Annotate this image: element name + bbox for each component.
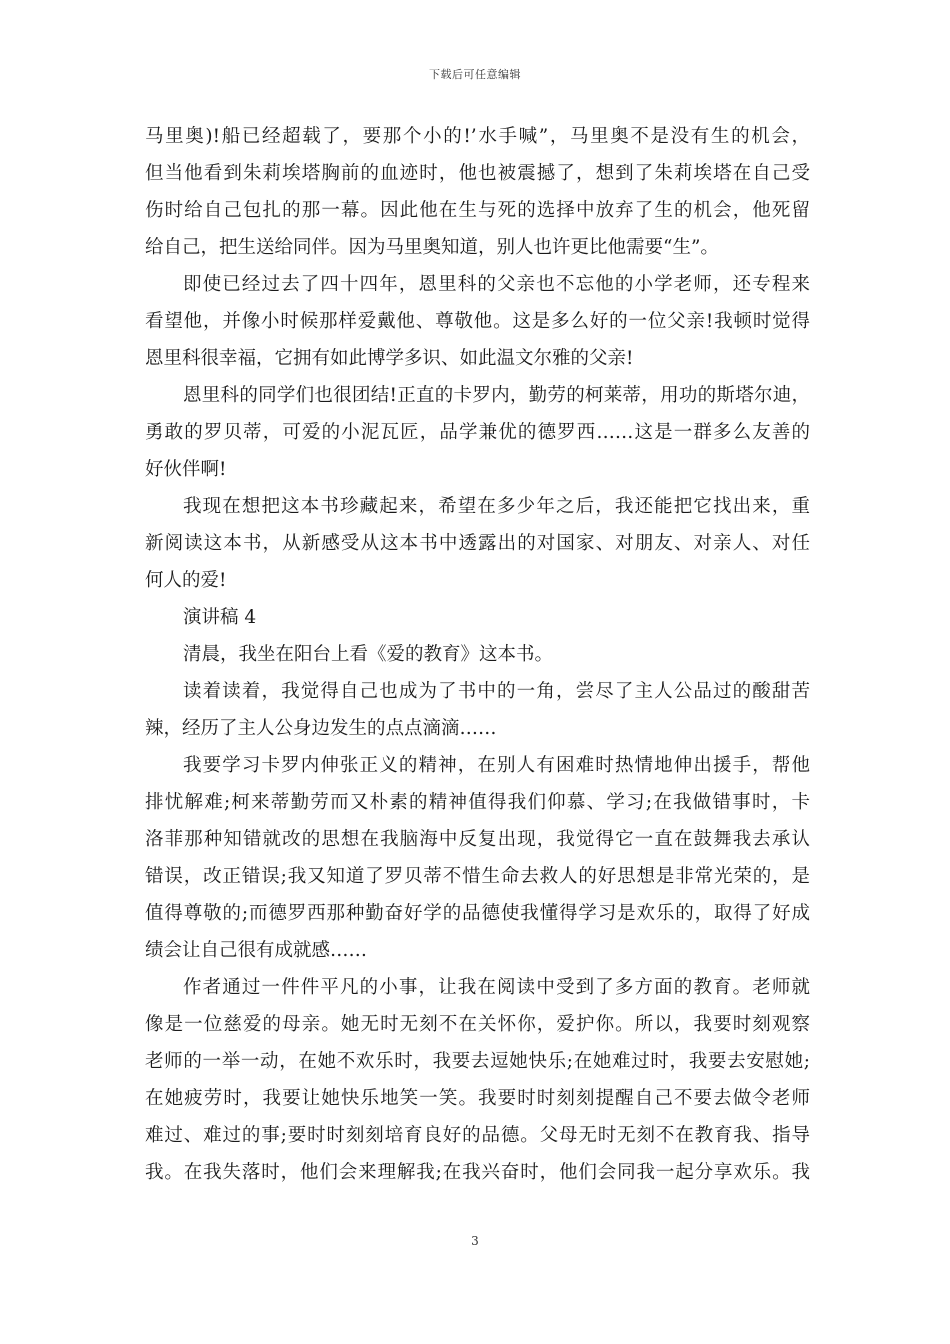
text-line: 马里奥)!船已经超载了，要那个小的!’水手喊”，马里奥不是没有生的机会，: [145, 126, 810, 147]
page-header: 下载后可任意编辑: [429, 68, 521, 81]
text-line: 演讲稿 4: [183, 607, 257, 628]
text-line: 恩里科的同学们也很团结!正直的卡罗内，勤劳的柯莱蒂，用功的斯塔尔迪，: [183, 385, 810, 406]
text-line: 像是一位慈爱的母亲。她无时无刻不在关怀你，爱护你。所以，我要时刻观察: [145, 1014, 810, 1035]
text-line: 看望他，并像小时候那样爱戴他、尊敬他。这是多么好的一位父亲!我顿时觉得: [145, 311, 810, 332]
text-line: 但当他看到朱莉埃塔胸前的血迹时，他也被震撼了，想到了朱莉埃塔在自己受: [145, 163, 810, 184]
text-line: 洛菲那种知错就改的思想在我脑海中反复出现，我觉得它一直在鼓舞我去承认: [145, 829, 810, 850]
text-line: 作者通过一件件平凡的小事，让我在阅读中受到了多方面的教育。老师就: [183, 977, 810, 998]
text-line: 伤时给自己包扎的那一幕。因此他在生与死的选择中放弃了生的机会，他死留: [145, 200, 810, 221]
text-line: 何人的爱!: [145, 570, 227, 591]
text-line: 读着读着，我觉得自己也成为了书中的一角，尝尽了主人公品过的酸甜苦: [183, 681, 810, 702]
text-line: 恩里科很幸福，它拥有如此博学多识、如此温文尔雅的父亲!: [145, 348, 634, 369]
page-number: 3: [471, 1234, 479, 1248]
text-line: 给自己，把生送给同伴。因为马里奥知道，别人也许更比他需要“生”。: [145, 237, 719, 258]
text-line: 错误，改正错误;我又知道了罗贝蒂不惜生命去救人的好思想是非常光荣的，是: [145, 866, 810, 887]
text-line: 好伙伴啊!: [145, 459, 227, 480]
document-body: [145, 118, 810, 1191]
text-line: 排忧解难;柯来蒂勤劳而又朴素的精神值得我们仰慕、学习;在我做错事时，卡: [145, 792, 810, 813]
text-line: 在她疲劳时，我要让她快乐地笑一笑。我要时时刻刻提醒自己不要去做令老师: [145, 1088, 810, 1109]
text-line: 值得尊敬的;而德罗西那种勤奋好学的品德使我懂得学习是欢乐的，取得了好成: [145, 903, 810, 924]
text-line: 勇敢的罗贝蒂，可爱的小泥瓦匠，品学兼优的德罗西……这是一群多么友善的: [145, 422, 810, 443]
text-line: 绩会让自己很有成就感……: [145, 940, 368, 961]
text-line: 老师的一举一动，在她不欢乐时，我要去逗她快乐;在她难过时，我要去安慰她;: [145, 1051, 810, 1072]
text-line: 辣，经历了主人公身边发生的点点滴滴……: [145, 718, 497, 739]
text-line: 我。在我失落时，他们会来理解我;在我兴奋时，他们会同我一起分享欢乐。我: [145, 1162, 810, 1183]
text-line: 难过、难过的事;要时时刻刻培育良好的品德。父母无时无刻不在教育我、指导: [145, 1125, 810, 1146]
text-line: 清晨，我坐在阳台上看《爱的教育》这本书。: [183, 644, 554, 665]
text-line: 我要学习卡罗内伸张正义的精神，在别人有困难时热情地伸出援手，帮他: [183, 755, 810, 776]
text-line: 我现在想把这本书珍藏起来，希望在多少年之后，我还能把它找出来，重: [183, 496, 810, 517]
text-line: 即使已经过去了四十四年，恩里科的父亲也不忘他的小学老师，还专程来: [183, 274, 810, 295]
text-line: 新阅读这本书，从新感受从这本书中透露出的对国家、对朋友、对亲人、对任: [145, 533, 810, 554]
